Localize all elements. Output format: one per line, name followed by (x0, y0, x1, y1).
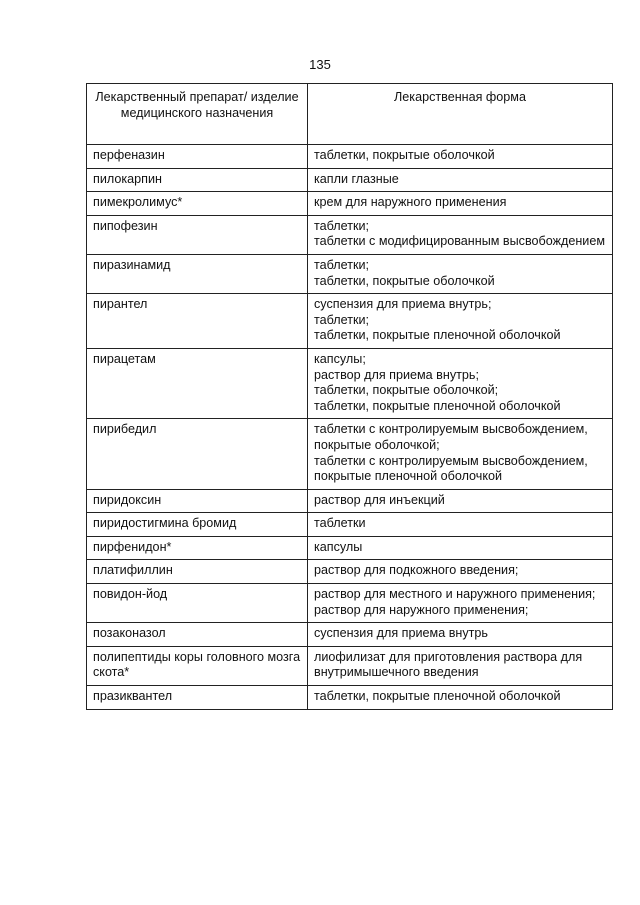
drug-form: раствор для подкожного введения; (308, 560, 613, 584)
table-header-row (87, 84, 613, 145)
drug-form: раствор для местного и наружного применения; раствор для наружного применения; (308, 584, 613, 623)
table-row (87, 560, 613, 584)
table-row (87, 513, 613, 537)
drug-form: таблетки с контролируемым высвобождением, покрытые оболочкой; таблетки с контролируемым высвобождением, покрытые пленочной оболочкой (308, 419, 613, 489)
drug-name: празиквантел (87, 686, 308, 710)
header-drug: Лекарственный препарат/ изделие медицинского назначения (87, 84, 308, 145)
drug-name: пирантел (87, 294, 308, 349)
table-row (87, 646, 613, 685)
table-row (87, 489, 613, 513)
drug-name: пирибедил (87, 419, 308, 489)
table-row (87, 168, 613, 192)
drug-name: позаконазол (87, 623, 308, 647)
table-row (87, 584, 613, 623)
drug-name: пиразинамид (87, 254, 308, 293)
drug-form: таблетки, покрытые пленочной оболочкой (308, 686, 613, 710)
drug-name: пирфенидон* (87, 536, 308, 560)
drug-form: суспензия для приема внутрь; таблетки; таблетки, покрытые пленочной оболочкой (308, 294, 613, 349)
drug-form: лиофилизат для приготовления раствора для внутримышечного введения (308, 646, 613, 685)
table-row (87, 145, 613, 169)
drug-name: платифиллин (87, 560, 308, 584)
table-row (87, 419, 613, 489)
drug-form: капсулы (308, 536, 613, 560)
table-row (87, 348, 613, 418)
drug-form: таблетки, покрытые оболочкой (308, 145, 613, 169)
drug-table (86, 83, 613, 710)
drug-name: перфеназин (87, 145, 308, 169)
drug-name: пиридоксин (87, 489, 308, 513)
drug-form: таблетки; таблетки с модифицированным высвобождением (308, 215, 613, 254)
table-row (87, 294, 613, 349)
header-form: Лекарственная форма (308, 84, 613, 145)
table-row (87, 623, 613, 647)
drug-name: пирацетам (87, 348, 308, 418)
drug-name: пиридостигмина бромид (87, 513, 308, 537)
table-row (87, 254, 613, 293)
drug-name: полипептиды коры головного мозга скота* (87, 646, 308, 685)
drug-name: пимекролимус* (87, 192, 308, 216)
drug-form: раствор для инъекций (308, 489, 613, 513)
drug-name: пипофезин (87, 215, 308, 254)
drug-form: капли глазные (308, 168, 613, 192)
drug-form: таблетки (308, 513, 613, 537)
table-row (87, 536, 613, 560)
drug-form: капсулы; раствор для приема внутрь; таблетки, покрытые оболочкой; таблетки, покрытые пленочной оболочкой (308, 348, 613, 418)
drug-form: таблетки; таблетки, покрытые оболочкой (308, 254, 613, 293)
table-row (87, 192, 613, 216)
drug-form: крем для наружного применения (308, 192, 613, 216)
table-row (87, 215, 613, 254)
drug-name: пилокарпин (87, 168, 308, 192)
table-row (87, 686, 613, 710)
drug-form: суспензия для приема внутрь (308, 623, 613, 647)
drug-name: повидон-йод (87, 584, 308, 623)
page-number: 135 (309, 57, 331, 72)
